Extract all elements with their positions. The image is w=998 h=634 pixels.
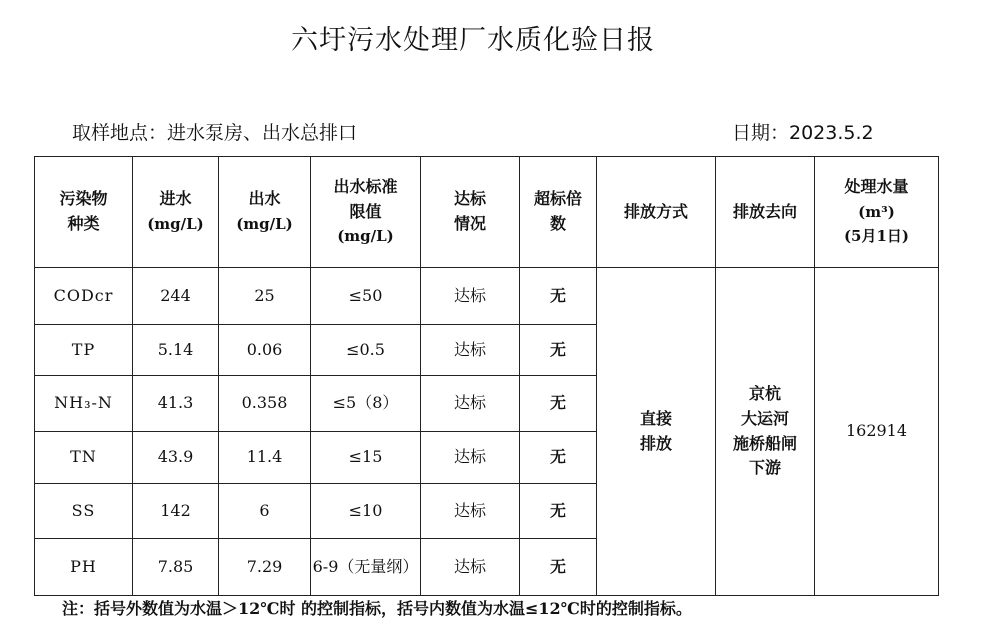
param-cell: NH₃-N [35, 376, 133, 432]
header-discharge-method: 排放方式 [597, 157, 716, 268]
influent-cell: 43.9 [133, 432, 219, 484]
exceed-cell: 无 [520, 432, 597, 484]
footnote: 注：括号外数值为水温＞12℃时 的控制指标，括号内数值为水温≤12℃时的控制指标。 [62, 599, 692, 618]
param-cell: TN [35, 432, 133, 484]
status-cell: 达标 [421, 325, 520, 376]
influent-cell: 5.14 [133, 325, 219, 376]
effluent-cell: 0.06 [219, 325, 311, 376]
status-cell: 达标 [421, 484, 520, 539]
exceed-cell: 无 [520, 268, 597, 325]
discharge-dest-cell: 京杭 大运河 施桥船闸 下游 [716, 268, 815, 596]
header-influent: 进水 (mg/L) [133, 157, 219, 268]
status-cell: 达标 [421, 432, 520, 484]
param-cell: PH [35, 539, 133, 596]
effluent-cell: 7.29 [219, 539, 311, 596]
status-cell: 达标 [421, 376, 520, 432]
influent-cell: 142 [133, 484, 219, 539]
report-title: 六圩污水处理厂水质化验日报 [291, 25, 655, 56]
header-discharge-dest: 排放去向 [716, 157, 815, 268]
sampling-location: 取样地点：进水泵房、出水总排口 [72, 122, 358, 144]
water-quality-table [34, 156, 939, 596]
param-cell: SS [35, 484, 133, 539]
header-standard: 出水标准 限值 (mg/L) [311, 157, 421, 268]
volume-cell: 162914 [815, 268, 939, 596]
limit-cell: ≤0.5 [311, 325, 421, 376]
influent-cell: 7.85 [133, 539, 219, 596]
effluent-cell: 0.358 [219, 376, 311, 432]
limit-cell: ≤50 [311, 268, 421, 325]
table-header-row [35, 157, 939, 268]
limit-cell: ≤5（8） [311, 376, 421, 432]
influent-cell: 244 [133, 268, 219, 325]
header-compliance: 达标 情况 [421, 157, 520, 268]
exceed-cell: 无 [520, 325, 597, 376]
header-exceed: 超标倍 数 [520, 157, 597, 268]
influent-cell: 41.3 [133, 376, 219, 432]
header-pollutant: 污染物 种类 [35, 157, 133, 268]
header-effluent: 出水 (mg/L) [219, 157, 311, 268]
table-row [35, 268, 939, 325]
param-cell: TP [35, 325, 133, 376]
report-date: 日期：2023.5.2 [732, 122, 874, 144]
effluent-cell: 25 [219, 268, 311, 325]
exceed-cell: 无 [520, 539, 597, 596]
limit-cell: 6-9（无量纲） [311, 539, 421, 596]
param-cell: CODcr [35, 268, 133, 325]
effluent-cell: 6 [219, 484, 311, 539]
header-volume: 处理水量 (m³) (5月1日) [815, 157, 939, 268]
limit-cell: ≤15 [311, 432, 421, 484]
discharge-method-cell: 直接 排放 [597, 268, 716, 596]
exceed-cell: 无 [520, 376, 597, 432]
effluent-cell: 11.4 [219, 432, 311, 484]
limit-cell: ≤10 [311, 484, 421, 539]
status-cell: 达标 [421, 539, 520, 596]
exceed-cell: 无 [520, 484, 597, 539]
status-cell: 达标 [421, 268, 520, 325]
